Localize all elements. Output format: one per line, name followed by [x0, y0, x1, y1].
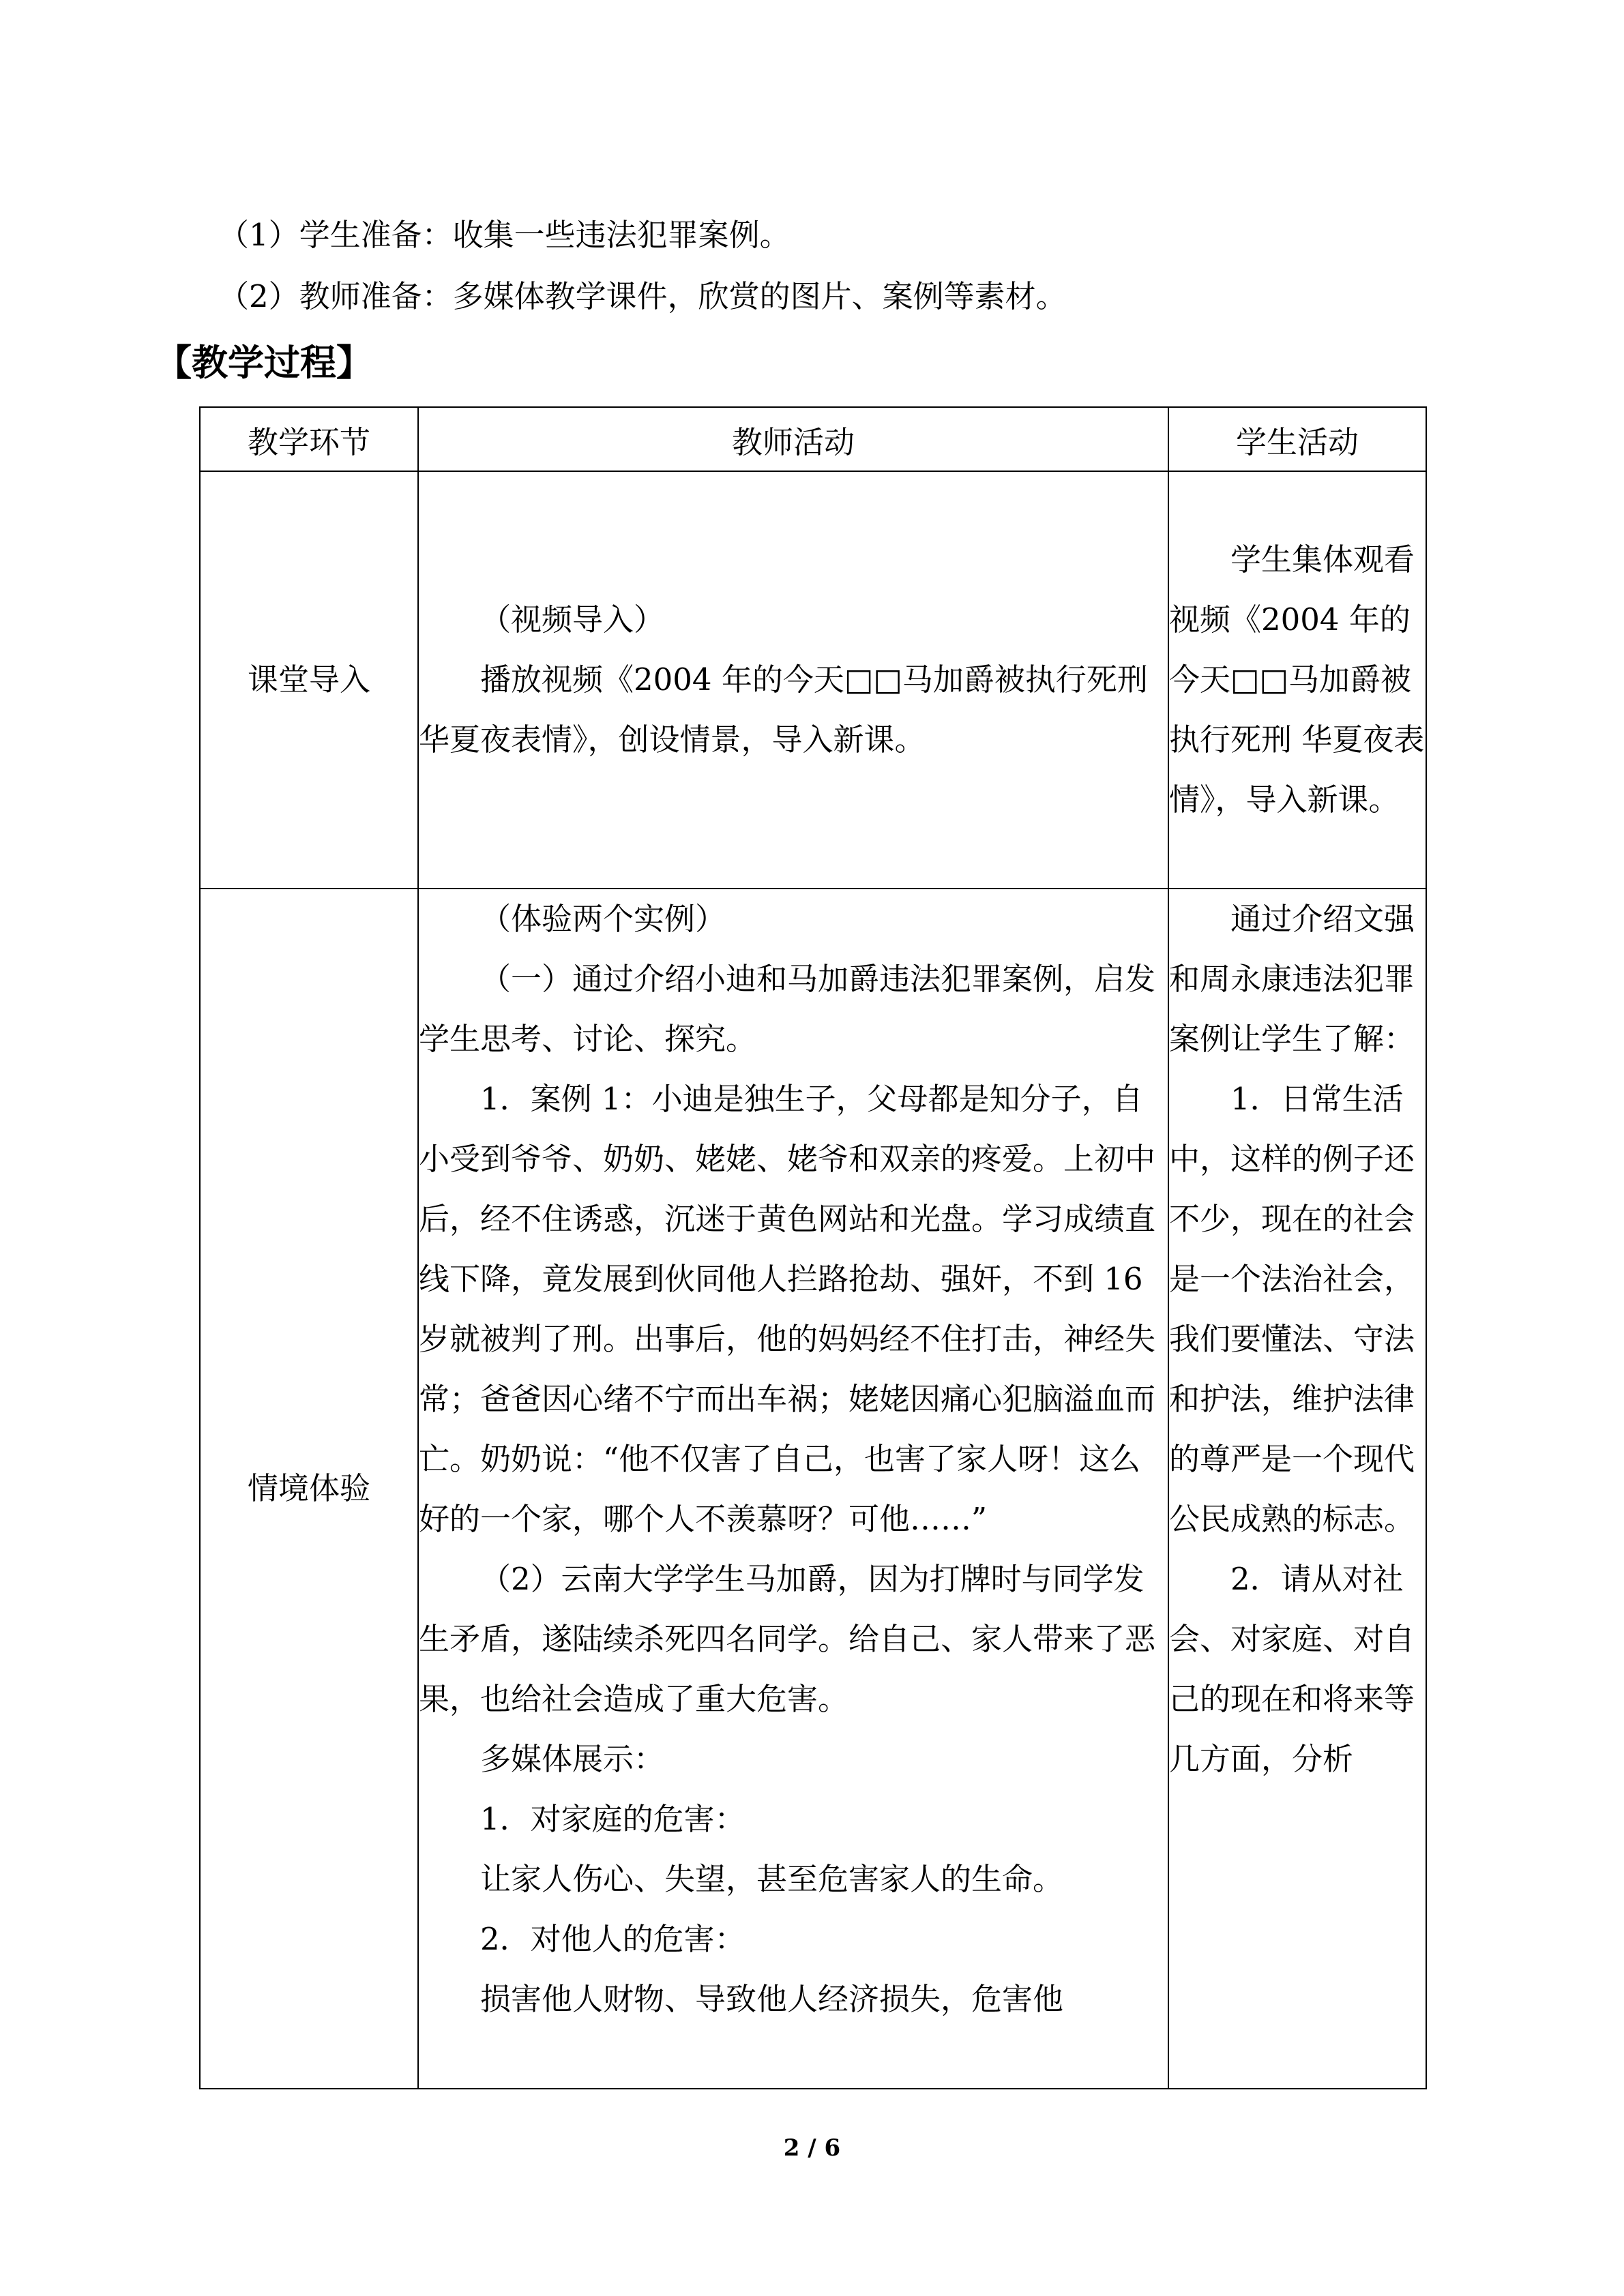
header-stage: 教学环节	[200, 407, 418, 471]
student-activity-cell	[1168, 889, 1426, 2089]
paragraph: 损害他人财物、导致他人经济损失，危害他	[480, 1981, 1064, 2017]
teacher-activity-cell	[418, 471, 1168, 889]
paragraph: 学生集体观看视频《2004 年的今天□□马加爵被执行死刑 华夏夜表情》，导入新课。	[1169, 541, 1425, 818]
paragraph: （视频导入）	[480, 601, 665, 638]
header-student-activity: 学生活动	[1168, 407, 1426, 471]
table-row	[200, 889, 1426, 2089]
page-number: 2 / 6	[783, 2134, 841, 2162]
paragraph: （2）云南大学学生马加爵，因为打牌时与同学发生矛盾，遂陆续杀死四名同学。给自己、家人带来了恶果，也给社会造成了重大危害。	[419, 1561, 1156, 1717]
paragraph: 通过介绍文强和周永康违法犯罪案例让学生了解：	[1169, 901, 1415, 1057]
paragraph: 多媒体展示：	[480, 1741, 665, 1777]
preparation-item-2: （2）教师准备：多媒体教学课件，欣赏的图片、案例等素材。	[218, 278, 1067, 314]
paragraph: 播放视频《2004 年的今天□□马加爵被执行死刑 华夏夜表情》，创设情景，导入新课。	[419, 661, 1148, 758]
paragraph: 1．对家庭的危害：	[480, 1801, 745, 1837]
teacher-activity-cell	[418, 889, 1168, 2089]
paragraph: （一）通过介绍小迪和马加爵违法犯罪案例，启发学生思考、讨论、探究。	[419, 961, 1156, 1057]
table-header-row	[200, 407, 1426, 471]
paragraph: 2．对他人的危害：	[480, 1921, 745, 1957]
paragraph: 让家人伤心、失望，甚至危害家人的生命。	[480, 1861, 1064, 1897]
preparation-item-1: （1）学生准备：收集一些违法犯罪案例。	[218, 217, 791, 253]
section-title: 【教学过程】	[156, 342, 372, 384]
paragraph: （体验两个实例）	[480, 901, 726, 937]
stage-cell: 情境体验	[200, 889, 418, 2089]
student-activity-cell	[1168, 471, 1426, 889]
paragraph: 2．请从对社会、对家庭、对自己的现在和将来等几方面，分析	[1169, 1561, 1415, 1777]
paragraph: 1．案例 1：小迪是独生子，父母都是知分子，自小受到爷爷、奶奶、姥姥、姥爷和双亲的疼爱。上初中后，经不住诱惑，沉迷于黄色网站和光盘。学习成绩直线下降，竟发展到伙同他人拦路抢劫、强奸，不到 16 岁就被判了刑。出事后，他的妈妈经不住打击，神经失常；爸爸因心绪不宁而出车祸；姥姥因痛心犯脑溢血而亡。奶奶说：“他不仅害了自己，也害了家人呀！这么好的一个家，哪个人不羡慕呀？可他……”	[419, 1081, 1156, 1537]
stage-cell: 课堂导入	[200, 471, 418, 889]
header-teacher-activity: 教师活动	[418, 407, 1168, 471]
table-row	[200, 471, 1426, 889]
paragraph: 1．日常生活中，这样的例子还不少，现在的社会是一个法治社会，我们要懂法、守法和护法，维护法律的尊严是一个现代公民成熟的标志。	[1169, 1081, 1415, 1537]
lesson-table	[199, 406, 1427, 2089]
